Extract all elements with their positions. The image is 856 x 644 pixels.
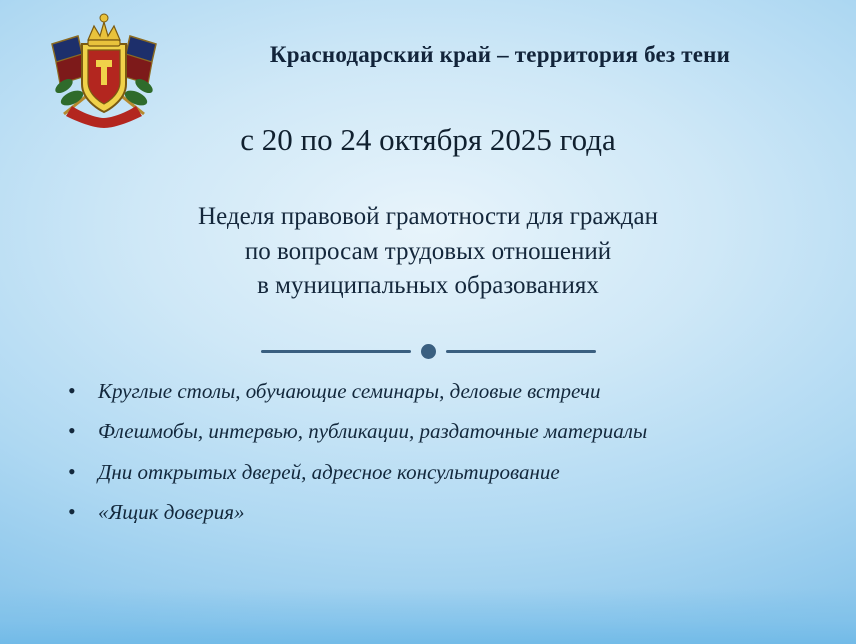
list-item bbox=[68, 418, 816, 444]
list-item-label: «Ящик доверия» bbox=[98, 499, 245, 524]
list-item bbox=[68, 378, 816, 404]
list-item-label: Дни открытых дверей, адресное консультирование bbox=[98, 459, 560, 484]
divider-bar-left bbox=[261, 350, 411, 353]
event-date: с 20 по 24 октября 2025 года bbox=[240, 122, 616, 157]
coat-of-arms-icon bbox=[38, 10, 170, 132]
section-divider bbox=[0, 338, 856, 364]
event-subtitle bbox=[0, 200, 856, 304]
list-item bbox=[68, 459, 816, 485]
bullet-point-icon: • bbox=[68, 498, 76, 524]
list-item-label: Круглые столы, обучающие семинары, деловые встречи bbox=[98, 379, 601, 403]
subtitle-line-2: по вопросам трудовых отношений bbox=[244, 237, 612, 265]
page-title: Краснодарский край – территория без тени bbox=[269, 42, 731, 67]
subtitle-line-1: Неделя правовой грамотности для граждан bbox=[198, 203, 658, 230]
subtitle-line-3: в муниципальных образованиях bbox=[257, 272, 599, 299]
divider-bar-right bbox=[446, 350, 596, 353]
divider-dot-icon bbox=[421, 344, 436, 359]
list-item-label: Флешмобы, интервью, публикации, раздаточные материалы bbox=[98, 419, 648, 444]
bullet-point-icon: • bbox=[68, 378, 76, 403]
bullet-point-icon: • bbox=[68, 418, 76, 444]
list-item bbox=[68, 499, 816, 525]
activities-list bbox=[68, 378, 816, 539]
bullet-point-icon: • bbox=[68, 458, 76, 484]
